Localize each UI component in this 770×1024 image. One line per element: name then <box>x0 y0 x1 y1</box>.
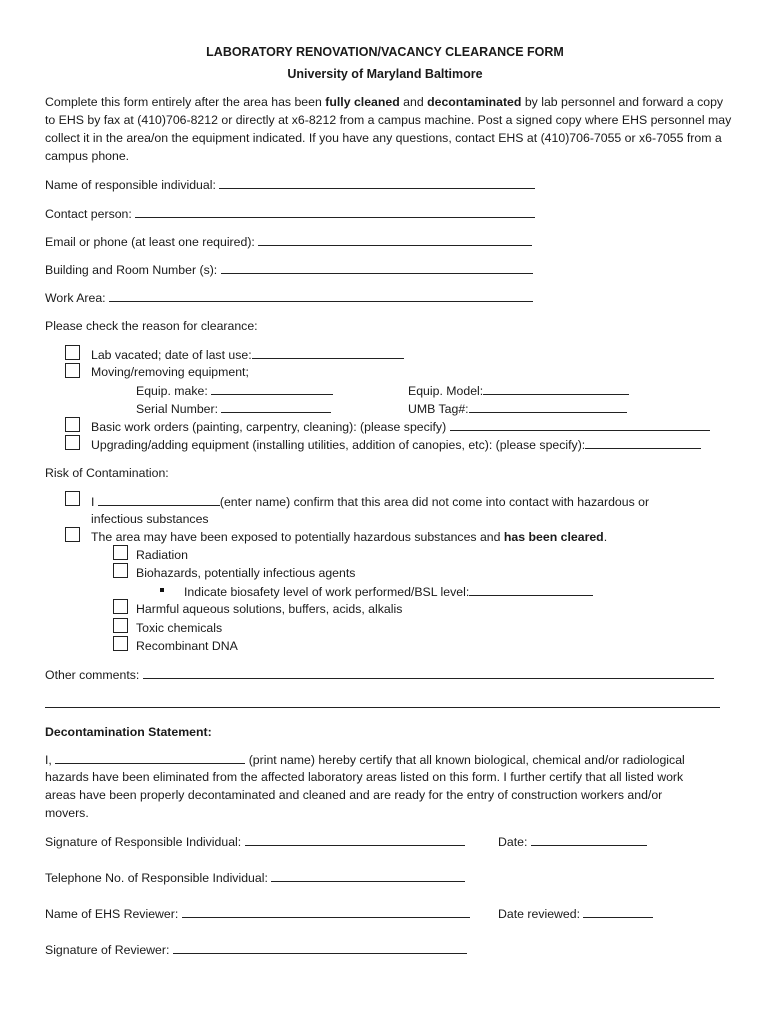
decon-line-1 <box>45 751 685 768</box>
responsible-individual-label: Name of responsible individual: <box>45 178 216 192</box>
radiation-checkbox[interactable] <box>113 545 128 560</box>
intro-text-1: Complete this form entirely after the area has been <box>45 95 326 109</box>
form-subtitle: University of Maryland Baltimore <box>287 67 483 81</box>
work-area-label: Work Area: <box>45 291 106 305</box>
upgrading-field[interactable] <box>585 436 701 449</box>
signature-responsible-row <box>45 833 465 850</box>
decon-heading: Decontamination Statement: <box>45 725 212 739</box>
harmful-checkbox[interactable] <box>113 599 128 614</box>
signature-reviewer-row <box>45 941 467 958</box>
signature-reviewer-label: Signature of Reviewer: <box>45 943 170 957</box>
lab-vacated-date-field[interactable] <box>252 346 404 359</box>
email-phone-row <box>45 233 532 250</box>
email-phone-field[interactable] <box>258 233 532 246</box>
date-row <box>498 833 647 850</box>
work-area-row <box>45 289 533 306</box>
equip-model-row <box>408 382 629 399</box>
bullet-square-icon <box>160 588 164 592</box>
comments-field[interactable] <box>143 666 714 679</box>
intro-text-2: and <box>399 95 428 109</box>
basic-work-row <box>91 418 710 435</box>
risk-heading: Risk of Contamination: <box>45 466 169 480</box>
equip-make-row <box>136 382 333 399</box>
basic-work-field[interactable] <box>450 418 710 431</box>
umb-tag-row <box>408 400 627 417</box>
intro-text-3: by lab personnel and forward a copy to EHS by fax at (410)706-8212 or directly at x6-8212 from a campus machine. Post a signed copy where EHS personnel may collect it in the area/on the equipment indicated. If you have any questions, contact EHS at (410)706-7055 or x6-7055 from a campus phone. <box>45 95 732 163</box>
date-reviewed-label: Date reviewed: <box>498 907 581 921</box>
signature-responsible-label: Signature of Responsible Individual: <box>45 835 242 849</box>
serial-number-field[interactable] <box>221 400 331 413</box>
date-reviewed-field[interactable] <box>583 905 653 918</box>
radiation-label: Radiation <box>136 548 188 562</box>
recombinant-checkbox[interactable] <box>113 636 128 651</box>
toxic-label: Toxic chemicals <box>136 621 223 635</box>
equip-model-field[interactable] <box>483 382 629 395</box>
serial-number-label: Serial Number: <box>136 402 219 416</box>
decon-line-2: hazards have been eliminated from the affected laboratory areas listed on this form. I further certify that all listed work <box>45 770 684 784</box>
telephone-label: Telephone No. of Responsible Individual: <box>45 871 268 885</box>
basic-work-checkbox[interactable] <box>65 417 80 432</box>
responsible-individual-row <box>45 176 535 193</box>
ehs-reviewer-field[interactable] <box>182 905 470 918</box>
exposed-cleared-checkbox[interactable] <box>65 527 80 542</box>
no-contact-text: (enter name) confirm that this area did not come into contact with hazardous or <box>219 495 650 509</box>
no-contact-text-2: infectious substances <box>91 512 209 526</box>
decon-line-1-text: (print name) hereby certify that all known biological, chemical and/or radiological <box>248 753 685 767</box>
equip-model-label: Equip. Model: <box>408 384 484 398</box>
comments-label: Other comments: <box>45 668 140 682</box>
lab-vacated-label: Lab vacated; date of last use: <box>91 348 252 362</box>
harmful-label: Harmful aqueous solutions, buffers, acids, alkalis <box>136 602 403 616</box>
biosafety-field[interactable] <box>469 583 593 596</box>
intro-bold-fully-cleaned: fully cleaned <box>325 95 400 109</box>
toxic-checkbox[interactable] <box>113 618 128 633</box>
decon-i-label: I, <box>45 753 52 767</box>
form-title: LABORATORY RENOVATION/VACANCY CLEARANCE FORM <box>206 45 564 59</box>
date-reviewed-row <box>498 905 653 922</box>
exposed-bold-has-been-cleared: has been cleared <box>503 530 604 544</box>
telephone-row <box>45 869 465 886</box>
serial-number-row <box>136 400 331 417</box>
contact-person-label: Contact person: <box>45 207 132 221</box>
ehs-reviewer-label: Name of EHS Reviewer: <box>45 907 179 921</box>
exposed-cleared-row <box>91 529 607 545</box>
biosafety-row <box>184 583 593 600</box>
intro-paragraph <box>45 93 735 165</box>
contact-person-row <box>45 205 535 222</box>
intro-bold-decontaminated: decontaminated <box>427 95 522 109</box>
signature-responsible-field[interactable] <box>245 833 465 846</box>
email-phone-label: Email or phone (at least one required): <box>45 235 255 249</box>
contact-person-field[interactable] <box>135 205 535 218</box>
recombinant-label: Recombinant DNA <box>136 639 238 653</box>
telephone-field[interactable] <box>271 869 465 882</box>
responsible-individual-field[interactable] <box>219 176 535 189</box>
umb-tag-label: UMB Tag#: <box>408 402 469 416</box>
reason-heading: Please check the reason for clearance: <box>45 319 258 333</box>
no-contact-checkbox[interactable] <box>65 491 80 506</box>
moving-equipment-checkbox[interactable] <box>65 363 80 378</box>
exposed-text: The area may have been exposed to potentially hazardous substances and <box>91 530 504 544</box>
work-area-field[interactable] <box>109 289 533 302</box>
biohazards-label: Biohazards, potentially infectious agents <box>136 566 356 580</box>
basic-work-label: Basic work orders (painting, carpentry, cleaning): (please specify) <box>91 420 447 434</box>
biohazards-checkbox[interactable] <box>113 563 128 578</box>
lab-vacated-row <box>91 346 404 363</box>
date-field[interactable] <box>531 833 647 846</box>
exposed-end: . <box>603 530 608 544</box>
building-room-row <box>45 261 533 278</box>
lab-vacated-checkbox[interactable] <box>65 345 80 360</box>
no-contact-row <box>91 493 649 510</box>
building-room-field[interactable] <box>221 261 533 274</box>
ehs-reviewer-row <box>45 905 470 922</box>
comments-row <box>45 666 714 683</box>
date-label: Date: <box>498 835 528 849</box>
decon-line-4: movers. <box>45 806 89 820</box>
upgrading-row <box>91 436 701 453</box>
comments-field-line-2[interactable] <box>45 707 720 708</box>
umb-tag-field[interactable] <box>469 400 627 413</box>
no-contact-name-field[interactable] <box>98 493 220 506</box>
upgrading-checkbox[interactable] <box>65 435 80 450</box>
moving-equipment-label: Moving/removing equipment; <box>91 365 249 379</box>
equip-make-label: Equip. make: <box>136 384 208 398</box>
signature-reviewer-field[interactable] <box>173 941 467 954</box>
upgrading-label: Upgrading/adding equipment (installing utilities, addition of canopies, etc): (please specify): <box>91 438 586 452</box>
biosafety-label: Indicate biosafety level of work performed/BSL level: <box>184 585 470 599</box>
decon-print-name-field[interactable] <box>55 751 245 764</box>
decon-line-3: areas have been properly decontaminated and cleaned and are ready for the entry of construction workers and/or <box>45 788 663 802</box>
building-room-label: Building and Room Number (s): <box>45 263 218 277</box>
equip-make-field[interactable] <box>211 382 333 395</box>
no-contact-i: I <box>91 495 95 509</box>
